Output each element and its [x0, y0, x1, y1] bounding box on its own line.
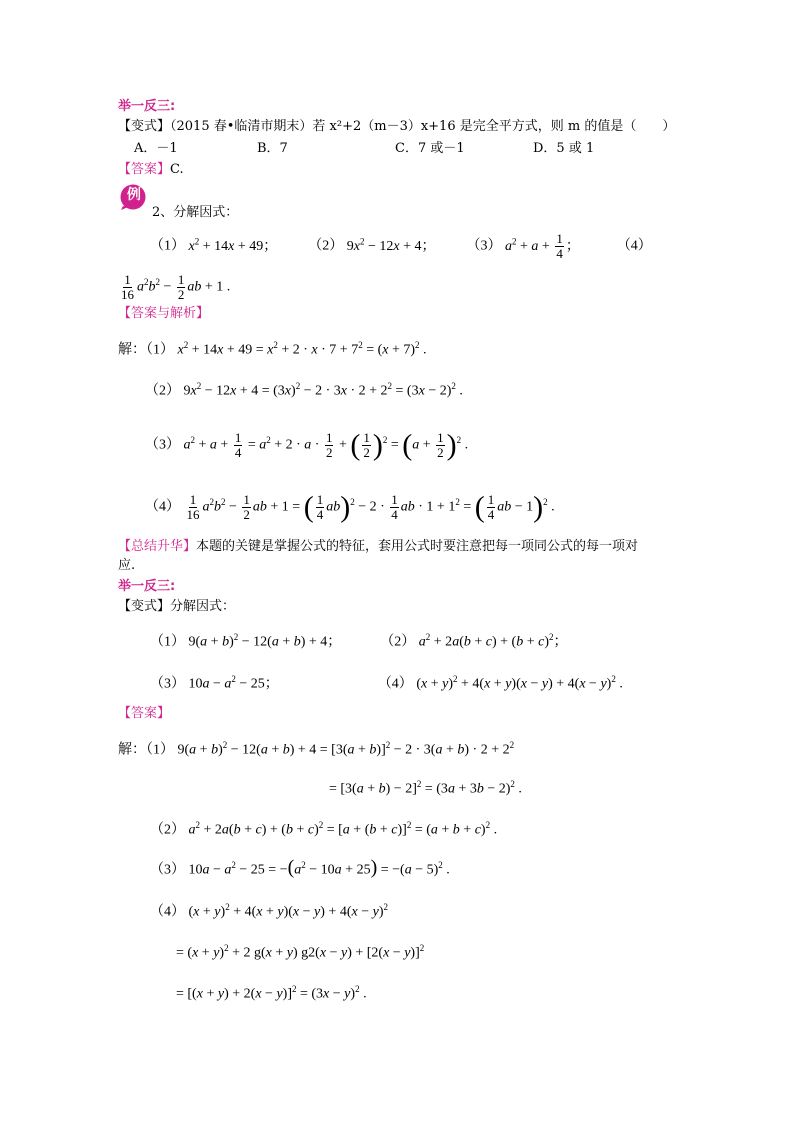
answer2-line-1b: = $[3(a + b) - 2]^2 = (3a + 3b - 2)^2$ . [329, 779, 522, 797]
solution-no-4: （4） [145, 499, 180, 515]
answer2-line-4c: = $[(x + y) + 2(x - y)]^2 = (3x - y)^2$ . [176, 984, 367, 1002]
variant-line-2 [118, 598, 235, 616]
variant-line-1 [118, 118, 675, 136]
options-row [134, 140, 594, 158]
practice-heading-1: 举一反三: [118, 99, 176, 114]
solution-line-1: 解：（1） $x^2 + 14x + 49 = x^2 + 2 \cdot x \cdot 7 + 7^2 = (x + 7)^2$ . [118, 340, 427, 358]
answer-line-1 [118, 161, 184, 179]
answer2-g-2: g [301, 945, 309, 961]
answer2-line-4b: = $(x + y)^2 + 2$ g(x + y) $g2(x - y) + [2(x - y)]^2$ [176, 943, 425, 961]
variant-text-2: 分解因式： [170, 599, 236, 614]
answer-tag: 【答案】 [118, 162, 171, 177]
v2-no-4: （4） [377, 676, 413, 692]
summary-text-2: 应. [118, 558, 136, 573]
option-c: C．7 或－1 [395, 141, 465, 156]
variant-question: （2015 春•临清市期末）若 x²+2（m－3）x+16 是完全平方式，则 m 的值是（ ） [170, 119, 676, 134]
variant-tag: 【变式】 [118, 119, 171, 134]
answer2-no-3: （3） [150, 862, 185, 878]
practice-heading-2: 举一反三: [118, 579, 176, 594]
variant-tag-2: 【变式】 [118, 599, 171, 614]
ex-item-4-no: （4） [616, 238, 652, 254]
summary-line-1 [118, 538, 638, 556]
option-a: A．－1 [134, 141, 178, 156]
v2-no-1: （1） [150, 634, 185, 650]
solution-no-1: （1） [146, 342, 174, 358]
v2-no-2: （2） [380, 634, 416, 650]
example-badge-label: 例 [127, 187, 141, 203]
example-title: 2、分解因式： [152, 205, 239, 220]
solution-no-2: （2） [145, 383, 180, 399]
answer-analysis-tag: 【答案与解析】 [118, 306, 210, 321]
solution-line-2: （2） $9x^2 - 12x + 4 = (3x)^2 - 2 \cdot 3x \cdot 2 + 2^2 = (3x - 2)^2$ . [145, 381, 463, 399]
v2-no-3: （3） [150, 676, 185, 692]
option-d: D．5 或 1 [533, 141, 595, 156]
answer2-line-3: （3） $10a - a^2 - 25 = -(a^2 - 10a + 25) = -(a - 5)^2$ . [150, 856, 450, 879]
ex-item-2-expr: $9x^2 - 12x + 4$； [346, 236, 436, 254]
option-b: B．7 [257, 141, 288, 156]
summary-tag: 【总结升华】 [118, 539, 197, 554]
ex-item-3-expr: $a^2 + a$ + $\frac{1}{4}$ ； [505, 230, 580, 261]
solution-line-3: （3） $a^2 + a$ + $\frac{1}{4}$ = $a^2 + 2 \cdot a$ · $\frac{1}{2}$ + ( $\frac{1}{2}$ )$^2$ = (a + $\frac{1}{2}$ )$^2$ . [145, 428, 469, 462]
solution-jie: 解： [118, 342, 146, 358]
example-items-row [150, 222, 652, 266]
variant2-row-1: （1） $9(a + b)^2 - 12(a + b) + 4$； （2） $a^2 + 2a(b + c) + (b + c)^2$； [150, 632, 568, 650]
answer2-no-1: （1） [146, 742, 174, 758]
answer2-line-1: 解：（1） $9(a + b)^2 - 12(a + b) + 4 = [3(a + b)]^2 - 2 \cdot 3(a + b) \cdot 2 + 2^2$ [118, 740, 515, 758]
variant2-row-2: （3） $10a - a^2 - 25$； （4） $(x + y)^2 + 4(x + y)(x - y) + 4(x - y)^2$ . [150, 674, 623, 692]
solution-line-4: （4） $\frac{1}{16}$ $a^2b^2$ − $\frac{1}{2}$ ab + 1 = ( $\frac{1}{4}$ ab)$^2$ − 2 · $\frac{1}{4}$ ab · $1 + 1^2$ = ( $\frac{1}{4}$ ab − 1)$^2$ . [145, 490, 555, 524]
answer2-line-2: （2） $a^2 + 2a(b + c) + (b + c)^2 = [a + (b + c)]^2 = (a + b + c)^2$ . [150, 820, 498, 838]
answer2-jie: 解： [118, 742, 146, 758]
answer-tag-2: 【答案】 [118, 706, 171, 721]
answer2-no-4: （4） [150, 904, 185, 920]
answer2-line-4: （4） $(x + y)^2 + 4(x + y)(x - y) + 4(x - y)^2$ [150, 902, 389, 920]
answer2-no-2: （2） [150, 822, 185, 838]
ex-item-3-no: （3） [466, 238, 502, 254]
solution-no-3: （3） [145, 437, 180, 453]
ex-item-1-no: （1） [150, 238, 185, 254]
ex-item-2-no: （2） [308, 238, 344, 254]
ex-item-1-expr: $x^2 + 14x + 49$； [188, 236, 278, 254]
answer-value: C. [170, 162, 184, 177]
ex-item-4-expr: $\frac{1}{16}$ $a^2b^2$ − $\frac{1}{2}$ ab + 1 . [121, 271, 231, 302]
answer2-g-1: g [253, 945, 261, 961]
summary-text-1: 本题的关键是掌握公式的特征，套用公式时要注意把每一项同公式的每一项对 [196, 539, 639, 554]
